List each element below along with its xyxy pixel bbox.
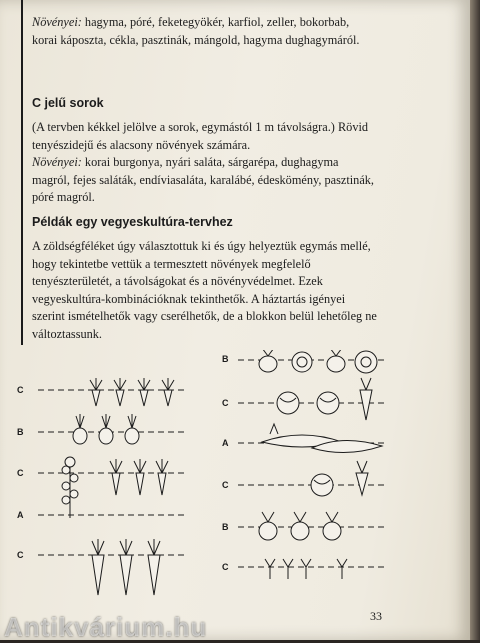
kohlrabi-row-icon bbox=[259, 512, 341, 540]
row-label-right-4: C bbox=[222, 480, 229, 490]
row-label-right-2: C bbox=[222, 398, 229, 408]
plants-label: Növényei: bbox=[32, 15, 82, 29]
carrot-row-icon bbox=[90, 378, 174, 406]
plants-list: hagyma, póré, feketegyökér, karfiol, zeller, bokorbab, korai káposzta, cékla, pasztinák, mángold, hagyma dughagymáról. bbox=[32, 15, 360, 47]
planting-diagram bbox=[0, 350, 470, 620]
parsnip-row-icon bbox=[92, 539, 160, 595]
plants-paragraph-b bbox=[32, 14, 377, 49]
section-c-body bbox=[32, 119, 377, 207]
row-label-left-2: B bbox=[17, 427, 24, 437]
examples-text: A zöldségféléket úgy választottuk ki és úgy helyeztük egymás mellé, hogy tekintetbe vettük a termesztett növények megfelelő tenyészterületét, a távolságokat és a növényvédelmet. Ezek vegyeskultúra-kombinációknak tekinthetők. A háztartás igényei szerint ismételhetők vagy cserélhetők, de a blokkon belül lehetőleg ne változtassunk. bbox=[32, 239, 377, 341]
row-label-right-3: A bbox=[222, 438, 229, 448]
cabbage-beet-row-icon bbox=[277, 378, 372, 420]
row-label-left-3: C bbox=[17, 468, 24, 478]
page-edge bbox=[470, 0, 480, 640]
section-heading-examples: Példák egy vegyeskultúra-tervhez bbox=[32, 215, 233, 229]
examples-body bbox=[32, 238, 377, 344]
section-c-intro: (A tervben kékkel jelölve a sorok, egymástól 1 m távolságra.) Rövid tenyészidejű és alacsony növények számára. bbox=[32, 120, 369, 152]
plants-label-c: Növényei: bbox=[32, 155, 82, 170]
row-label-right-6: C bbox=[222, 562, 229, 572]
row-label-left-4: A bbox=[17, 510, 24, 520]
carrot-row-icon-2 bbox=[110, 459, 168, 495]
onion-row-icon bbox=[73, 414, 139, 444]
margin-rule bbox=[21, 0, 23, 345]
watermark: Antikvárium.hu bbox=[4, 612, 208, 642]
row-label-right-5: B bbox=[222, 522, 229, 532]
brussels-sprout-icon bbox=[62, 457, 78, 518]
row-label-right-1: B bbox=[222, 354, 229, 364]
beet-lettuce-row-icon bbox=[259, 350, 377, 373]
lettuce-beet-row-icon bbox=[311, 461, 368, 496]
seedling-row-icon bbox=[265, 559, 347, 579]
plants-list-c: korai burgonya, nyári saláta, sárgarépa, dughagyma magról, fejes saláták, endíviasaláta, karalábé, édeskömény, pasztinák, póré magról. bbox=[32, 155, 375, 205]
row-label-left-1: C bbox=[17, 385, 24, 395]
section-heading-c: C jelű sorok bbox=[32, 96, 104, 110]
row-label-left-5: C bbox=[17, 550, 24, 560]
page-number: 33 bbox=[370, 609, 382, 623]
bean-pod-row-icon bbox=[262, 424, 382, 453]
